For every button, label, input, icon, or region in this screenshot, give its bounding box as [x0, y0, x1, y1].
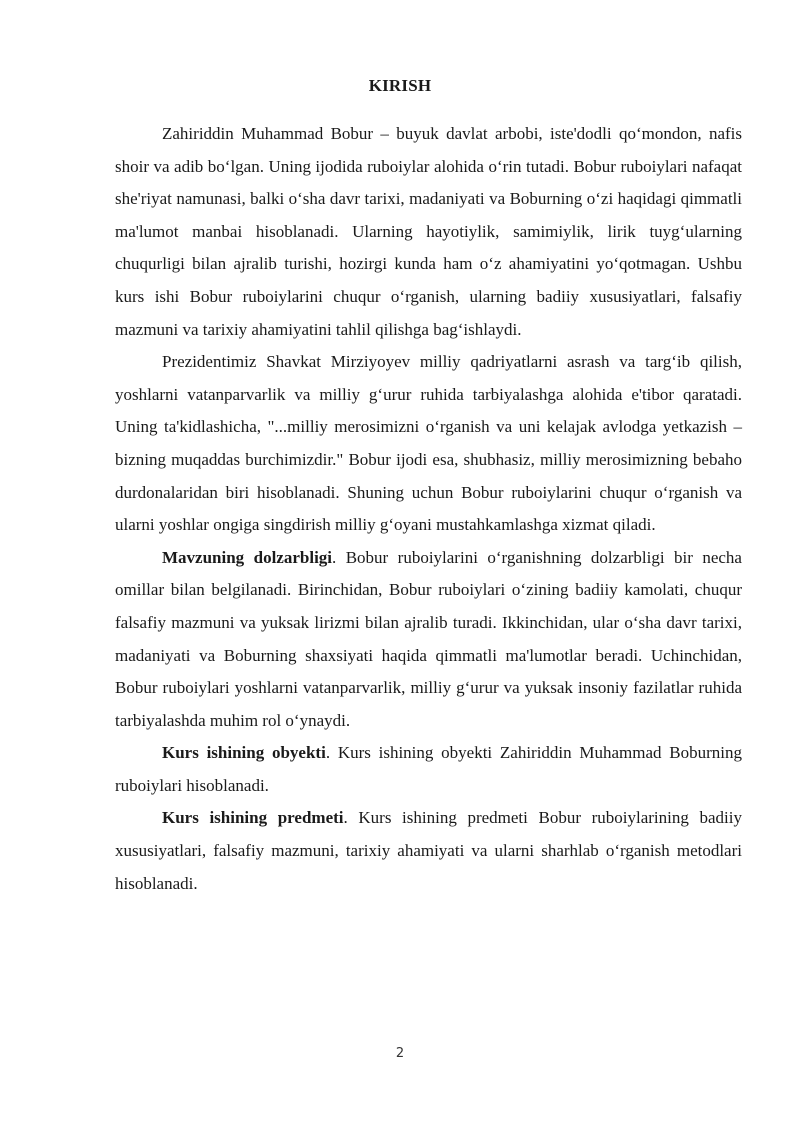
paragraph-text: Zahiriddin Muhammad Bobur – buyuk davlat arbobi, iste'dodli qo‘mondon, nafis shoir va adib bo‘lgan. Uning ijodida ruboiylar alohida o‘rin tutadi. Bobur ruboiylari nafaqat she'riyat namunasi, balki o‘sha davr tarixi, madaniyati va Boburning o‘zi haqidagi qimmatli ma'lumot manbai hisoblanadi. Ularning hayotiylik, samimiylik, lirik tuyg‘ularning chuqurligi bilan ajralib turishi, hozirgi kunda ham o‘z ahamiyatini yo‘qotmagan. Ushbu kurs ishi Bobur ruboiylarini chuqur o‘rganish, ularning badiiy xususiyatlari, falsafiy mazmuni va tarixiy ahamiyatini tahlil qilishga bag‘ishlaydi. [115, 124, 742, 339]
section-title: KIRISH [368, 76, 432, 95]
document-body [115, 118, 742, 900]
paragraph-text: . Kurs ishining predmeti Bobur ruboiylarining badiiy xususiyatlari, falsafiy mazmuni, tarixiy ahamiyati va ularni sharhlab o‘rganish metodlari hisoblanadi. [115, 808, 742, 893]
paragraph-subject [115, 802, 742, 900]
paragraph-object [115, 737, 742, 802]
paragraph-lead: Kurs ishining predmeti [162, 808, 344, 828]
page-number: 2 [395, 1046, 405, 1061]
paragraph-lead: Mavzuning dolzarbligi [162, 547, 333, 567]
paragraph-lead: Kurs ishining obyekti [162, 743, 326, 763]
paragraph-president [115, 346, 742, 542]
paragraph-text: Prezidentimiz Shavkat Mirziyoyev milliy qadriyatlarni asrash va targ‘ib qilish, yoshlarni vatanparvarlik va milliy g‘urur ruhida tarbiyalashga alohida e'tibor qaratadi. Uning ta'kidlashicha, "...milliy merosimizni o‘rganish va uni kelajak avlodga yetkazish – bizning muqaddas burchimizdir." Bobur ijodi esa, shubhasiz, milliy merosimizning bebaho durdonalaridan biri hisoblanadi. Shuning uchun Bobur ruboiylarini chuqur o‘rganish va ularni yoshlar ongiga singdirish milliy g‘oyani mustahkamlashga xizmat qiladi. [115, 352, 742, 535]
paragraph-text: . Bobur ruboiylarini o‘rganishning dolzarbligi bir necha omillar bilan belgilanadi. Birinchidan, Bobur ruboiylari o‘zining badiiy kamolati, chuqur falsafiy mazmuni va yuksak lirizmi bilan ajralib turadi. Ikkinchidan, ular o‘sha davr tarixi, madaniyati va Boburning shaxsiyati haqida qimmatli ma'lumotlar beradi. Uchinchidan, Bobur ruboiylari yoshlarni vatanparvarlik, milliy g‘urur va yuksak insoniy fazilatlar ruhida tarbiyalashda muhim rol o‘ynaydi. [115, 547, 742, 730]
paragraph-text: . Kurs ishining obyekti Zahiriddin Muhammad Boburning ruboiylari hisoblanadi. [115, 743, 743, 795]
paragraph-intro [115, 118, 742, 346]
paragraph-relevance [115, 542, 742, 738]
